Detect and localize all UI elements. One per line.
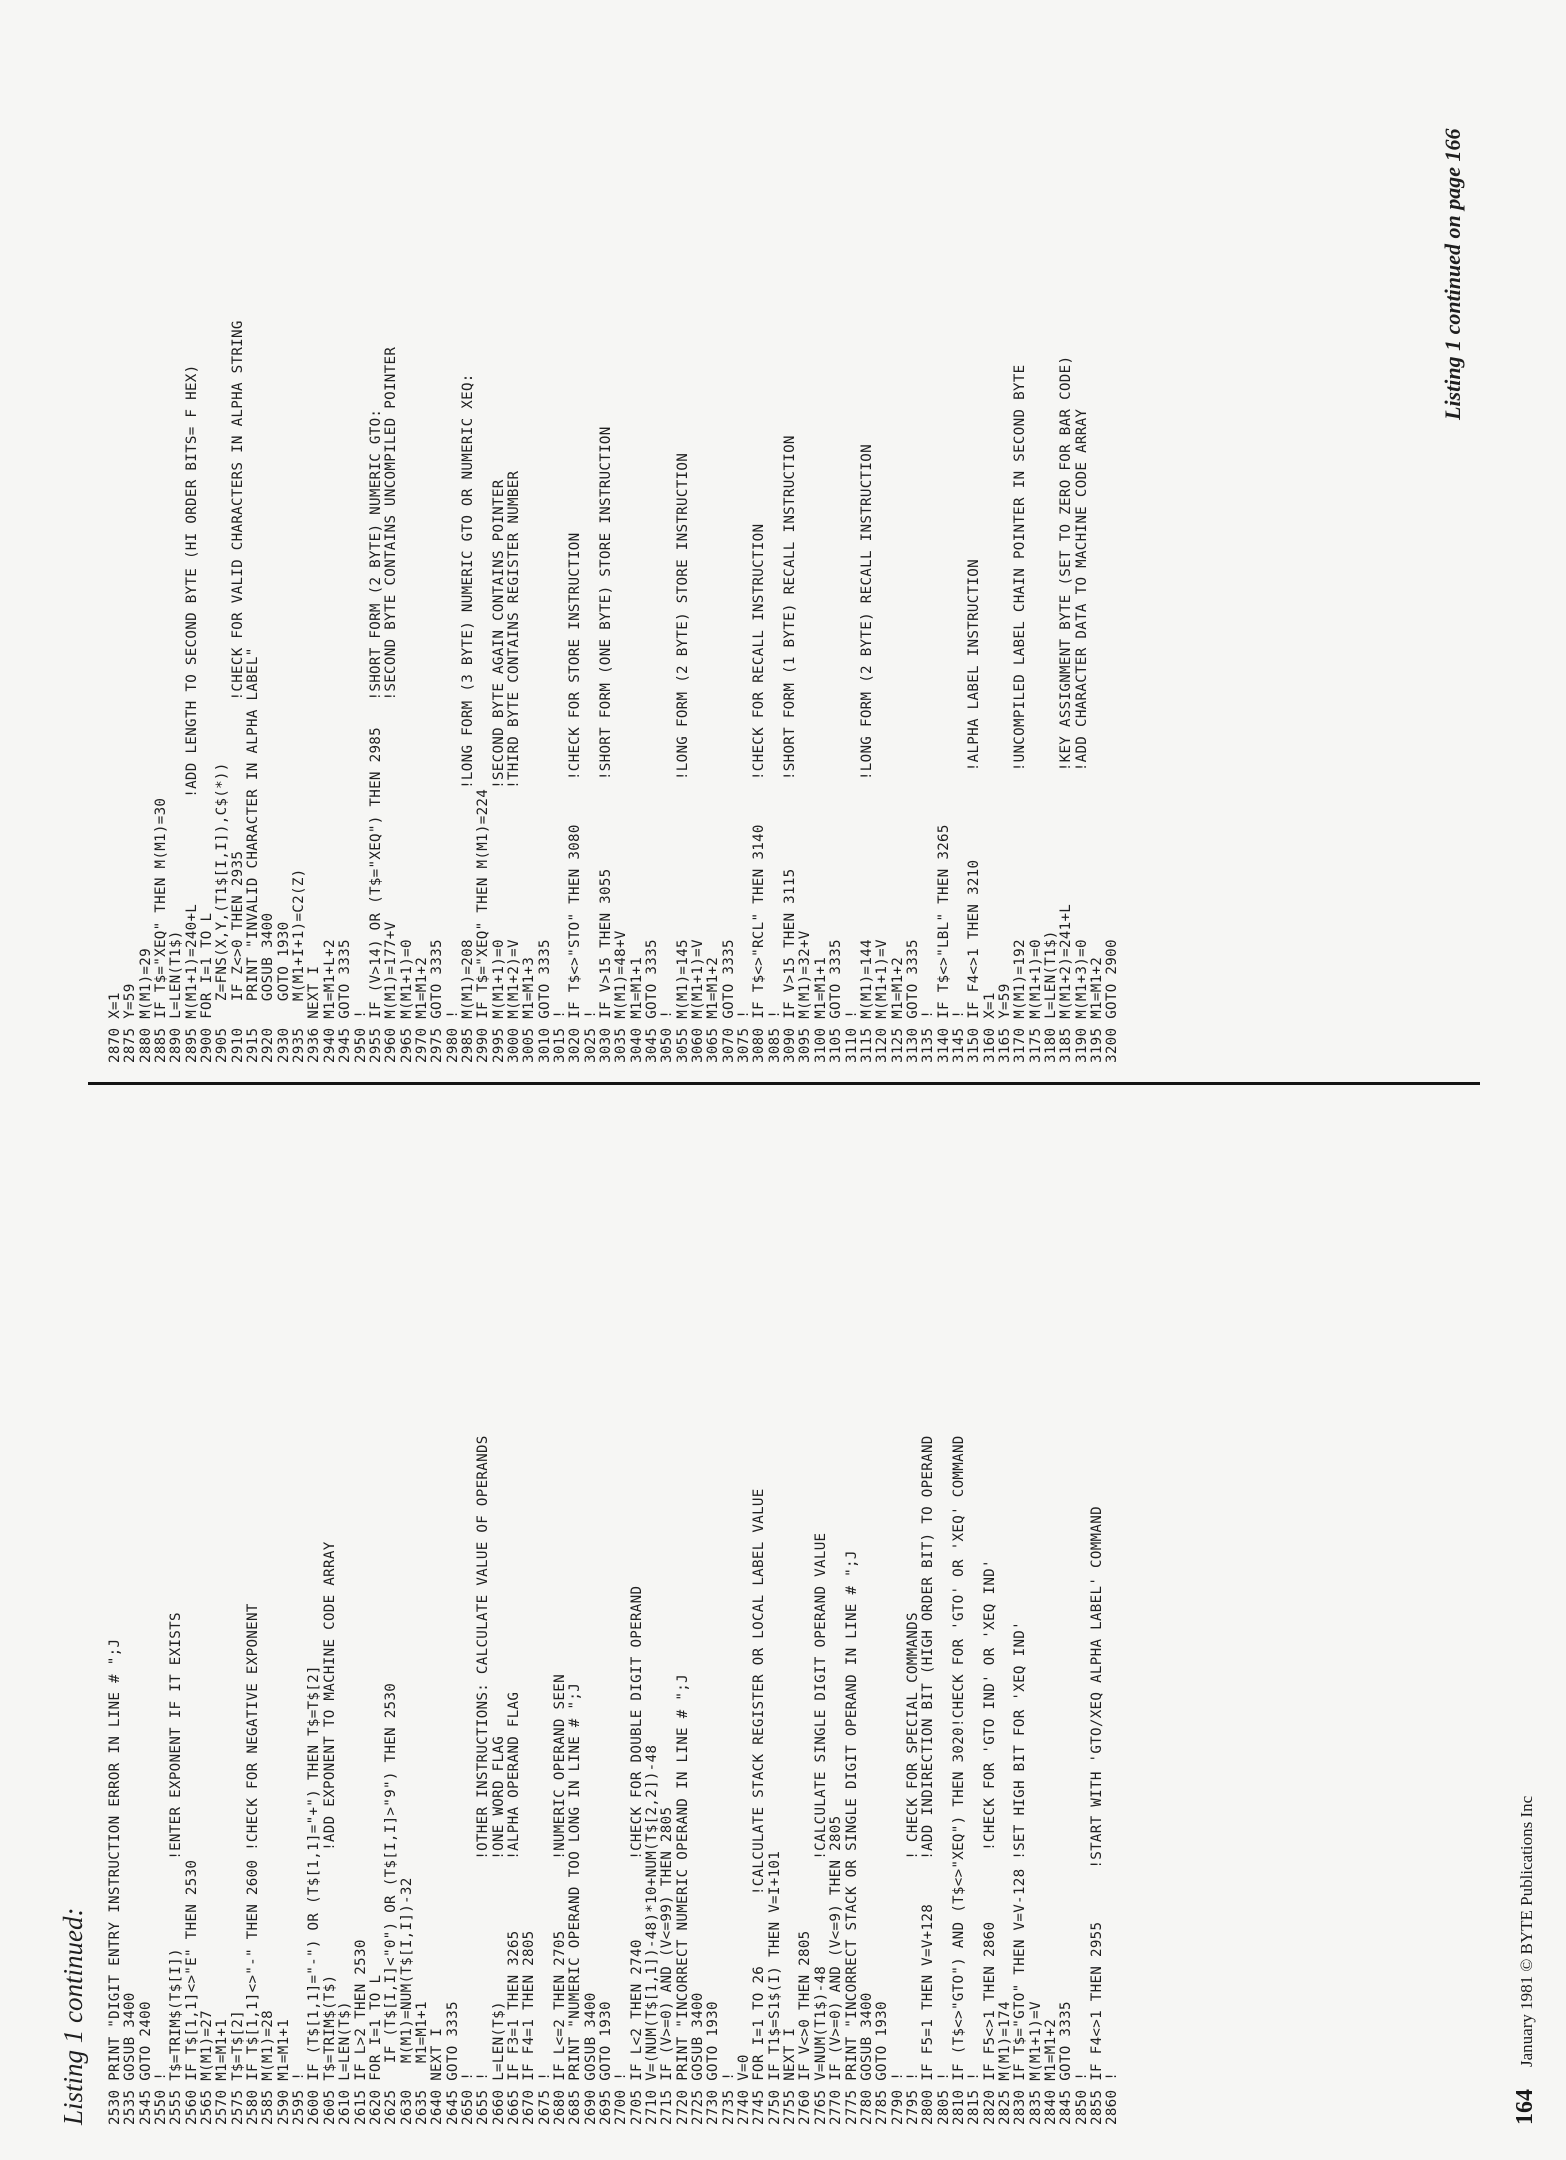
code-line: 3125 M1=M1+2 [889,956,906,1063]
code-line: 3190 M(M1+3)=0 !ADD CHARACTER DATA TO MACHINE CODE ARRAY [1073,408,1090,1063]
code-line: 2600 IF (T$[1,1]="-") OR (T$[1,1]="+") THEN T$=T$[2] [306,1665,323,2125]
code-line: 2815 ! [966,2071,983,2125]
code-line: 3010 GOTO 3335 [536,939,553,1063]
code-line: 2685 PRINT "NUMERIC OPERAND TOO LONG IN LINE # ";J [567,1682,584,2125]
code-line: 2640 NEXT I [429,2027,446,2125]
code-line: 2730 GOTO 1930 [705,2001,722,2125]
code-line: 2595 ! [291,2071,308,2125]
code-line: 3005 M1=M1+3 [521,956,538,1063]
code-line: 2590 M1=M1+1 [275,2018,292,2125]
code-line: 3115 M(M1)=144 !LONG FORM (2 BYTE) RECALL INSTRUCTION [858,444,875,1063]
code-line: 2720 PRINT "INCORRECT NUMERIC OPERAND IN LINE # ";J [674,1674,691,2125]
code-line: 2705 IF L<2 THEN 2740 !CHECK FOR DOUBLE DIGIT OPERAND [628,1585,645,2125]
code-line: 2985 M(M1)=208 !LONG FORM (3 BYTE) NUMERIC GTO OR NUMERIC XEQ: [459,373,476,1063]
code-line: 2575 T$=T$[2] [229,2010,246,2125]
code-line: 2785 GOTO 1930 [874,2001,891,2125]
code-line: 3105 GOTO 3335 [828,939,845,1063]
code-line: 2975 GOTO 3335 [429,939,446,1063]
code-line: 2860 ! [1104,2071,1121,2125]
code-line: 2840 M1=M1+2 [1042,2018,1059,2125]
code-line: 2960 M(M1)=177+V !SECOND BYTE CONTAINS UNCOMPILED POINTER [383,346,400,1063]
code-line: 2690 GOSUB 3400 [582,1992,599,2125]
code-line: 3150 IF F4<>1 THEN 3210 !ALPHA LABEL INSTRUCTION [966,559,983,1063]
code-line: 3110 ! [843,1009,860,1063]
code-line: 2920 GOSUB 3400 [260,912,277,1063]
code-line: 3050 ! [659,1009,676,1063]
code-line: 2810 IF (T$<>"GTO") AND (T$<>"XEQ") THEN 3020!CHECK FOR 'GTO' OR 'XEQ' COMMAND [950,1435,967,2125]
code-line: 2655 ! !OTHER INSTRUCTIONS: CALCULATE VALUE OF OPERANDS [475,1435,492,2125]
column-divider [88,1082,1480,1085]
code-line: 2820 IF F5<>1 THEN 2860 !CHECK FOR 'GTO IND' OR 'XEQ IND' [981,1559,998,2125]
code-line: 2870 X=1 [107,992,123,1063]
code-line: 2755 NEXT I [782,2027,799,2125]
code-line: 3020 IF T$<>"STO" THEN 3080 !CHECK FOR STORE INSTRUCTION [567,532,584,1063]
code-line: 3035 M(M1)=48+V [613,930,630,1063]
listing-left-column [108,1435,1121,2125]
code-line: 2950 ! [352,1009,369,1063]
code-line: 2875 Y=59 [122,983,139,1063]
code-line: 2710 V=(NUM(T$[1,1])-48)*10+NUM(T$[2,2])-48 [644,1744,661,2125]
code-line: 3160 X=1 [981,992,998,1063]
code-line: 2565 M(M1)=27 [199,2010,216,2125]
code-line: 2740 V=0 [736,2054,753,2125]
code-line: 2970 M1=M1+2 [413,956,430,1063]
code-line: 2905 Z=FNS(X,Y,(T1$[I,I]),C$(*)) [214,762,231,1063]
code-line: 2835 M(M1+1)=V [1027,2001,1044,2125]
code-line: 3095 M(M1)=32+V [797,930,814,1063]
code-line: 2530 PRINT "DIGIT ENTRY INSTRUCTION ERROR IN LINE # ";J [107,1638,123,2125]
code-line: 3025 ! [582,1009,599,1063]
code-line: 2795 ! ! CHECK FOR SPECIAL COMMANDS [904,1612,921,2125]
continued-note: Listing 1 continued on page 166 [1440,128,1465,420]
code-line: 2805 ! [935,2071,952,2125]
code-line: 2630 M(M1)=NUM(T$[I,I])-32 [398,1877,415,2125]
code-line: 2850 ! [1073,2071,1090,2125]
code-line: 2765 V=NUM(T1$)-48 !CALCULATE SINGLE DIGIT OPERAND VALUE [812,1532,829,2125]
code-line: 3055 M(M1)=145 !LONG FORM (2 BYTE) STORE INSTRUCTION [674,452,691,1063]
code-line: 2550 ! [153,2071,170,2125]
listing-right-column [108,320,1121,1063]
code-line: 2775 PRINT "INCORRECT STACK OR SINGLE DIGIT OPERAND IN LINE # ";J [843,1550,860,2125]
code-line: 2750 IF T1$=S1$(I) THEN V=I+101 [766,1850,783,2125]
code-line: 2660 L=LEN(T$) !ONE WORD FLAG [490,1735,507,2125]
code-line: 2830 IF T$="GTO" THEN V=V-128 !SET HIGH BIT FOR 'XEQ IND' [1012,1621,1029,2125]
code-line: 3090 IF V>15 THEN 3115 !SHORT FORM (1 BYTE) RECALL INSTRUCTION [782,435,799,1063]
code-line: 3075 ! [736,1009,753,1063]
code-line: 2760 IF V<>0 THEN 2805 [797,1930,814,2125]
code-line: 2855 IF F4<>1 THEN 2955 !START WITH 'GTO/XEQ ALPHA LABEL' COMMAND [1089,1506,1105,2125]
page-number: 164 [1512,2089,1538,2125]
code-line: 3100 M1=M1+1 [812,956,829,1063]
code-line: 2580 IF T$[1,1]<>"-" THEN 2600 !CHECK FOR NEGATIVE EXPONENT [245,1603,262,2125]
code-line: 2645 GOTO 3335 [444,2001,461,2125]
code-line: 2725 GOSUB 3400 [690,1992,707,2125]
code-line: 2845 GOTO 3335 [1058,2001,1075,2125]
code-line: 3015 ! [551,1009,568,1063]
code-line: 2990 IF T$="XEQ" THEN M(M1)=224 [475,788,492,1063]
code-line: 3030 IF V>15 THEN 3055 !SHORT FORM (ONE BYTE) STORE INSTRUCTION [598,426,614,1063]
code-line: 2700 ! [613,2071,630,2125]
code-line: 2780 GOSUB 3400 [858,1992,875,2125]
code-line: 2995 M(M1+1)=0 !SECOND BYTE AGAIN CONTAINS POINTER [490,479,507,1063]
code-line: 2625 IF (T$[I,I]<"0") OR (T$[I,I]>"9") THEN 2530 [383,1682,400,2125]
code-line: 2570 M1=M1+1 [214,2018,231,2125]
code-line: 2615 IF L>2 THEN 2530 [352,1939,369,2125]
code-line: 3185 M(M1+2)=241+L !KEY ASSIGNMENT BYTE (SET TO ZERO FOR BAR CODE) [1058,355,1075,1063]
listing-heading: Listing 1 continued: [58,1907,88,2125]
code-line: 2910 IF Z<>0 THEN 2935 !CHECK FOR VALID CHARACTERS IN ALPHA STRING [229,320,246,1063]
code-line: 3170 M(M1)=192 !UNCOMPILED LABEL CHAIN POINTER IN SECOND BYTE [1012,364,1029,1063]
page-footer [1512,1796,1539,2125]
code-line: 2965 M(M1+1)=0 [398,939,415,1063]
code-line: 2825 M(M1)=174 [996,2001,1013,2125]
code-line: 3065 M1=M1+2 [705,956,722,1063]
code-line: 2945 GOTO 3335 [337,939,354,1063]
code-line: 3140 IF T$<>"LBL" THEN 3265 [935,824,952,1063]
code-line: 3180 L=LEN(T1$) [1042,930,1059,1063]
code-line: 2915 PRINT "INVALID CHARACTER IN ALPHA LABEL" [245,647,262,1063]
code-line: 2735 ! [720,2071,737,2125]
code-line: 2890 L=LEN(T1$) [168,930,185,1063]
code-line: 2936 NEXT I [306,965,323,1063]
code-line: 2695 GOTO 1930 [598,2001,614,2125]
code-line: 2955 IF (V>14) OR (T$="XEQ") THEN 2985 !SHORT FORM (2 BYTE) NUMERIC GTO: [367,408,384,1063]
code-line: 2895 M(M1+1)=240+L !ADD LENGTH TO SECOND BYTE (HI ORDER BITS= F HEX) [183,364,200,1063]
code-line: 2670 IF F4=1 THEN 2805 [521,1930,538,2125]
code-line: 2680 IF L<=2 THEN 2705 !NUMERIC OPERAND SEEN [551,1674,568,2125]
code-line: 3200 GOTO 2900 [1104,939,1121,1063]
code-line: 3040 M1=M1+1 [628,956,645,1063]
code-line: 2675 ! [536,2071,553,2125]
code-line: 2535 GOSUB 3400 [122,1992,139,2125]
code-line: 2545 GOTO 2400 [137,2001,154,2125]
code-line: 3060 M(M1+1)=V [690,939,707,1063]
code-line: 2665 IF F3=1 THEN 3265 !ALPHA OPERAND FLAG [505,1691,522,2125]
code-line: 3070 GOTO 3335 [720,939,737,1063]
code-line: 2560 IF T$[1,1]<>"E" THEN 2530 [183,1859,200,2125]
code-line: 2790 ! [889,2071,906,2125]
code-line: 2555 T$=TRIM$(T$[I]) !ENTER EXPONENT IF IT EXISTS [168,1612,185,2125]
code-line: 2900 FOR I=1 TO L [199,912,216,1063]
code-line: 3165 Y=59 [996,983,1013,1063]
code-line: 3145 ! [950,1009,967,1063]
code-line: 2885 IF T$="XEQ" THEN M(M1)=30 [153,797,170,1063]
code-line: 2610 L=LEN(T$) [337,2001,354,2125]
code-line: 2620 FOR I=1 TO L [367,1974,384,2125]
code-line: 2770 IF (V>=0) AND (V<=9) THEN 2805 [828,1815,845,2125]
code-line: 3195 M1=M1+2 [1089,956,1105,1063]
code-line: 2605 T$=TRIM$(T$) !ADD EXPONENT TO MACHINE CODE ARRAY [321,1541,338,2125]
code-line: 2940 M1=M1+L+2 [321,939,338,1063]
code-line: 3000 M(M1+2)=V !THIRD BYTE CONTAINS REGISTER NUMBER [505,470,522,1063]
code-line: 2880 M(M1)=29 [137,948,154,1063]
code-line: 3085 ! [766,1009,783,1063]
publication-credit: January 1981 © BYTE Publications Inc [1517,1795,1536,2067]
code-line: 3120 M(M1+1)=V [874,939,891,1063]
code-line: 3135 ! [920,1009,937,1063]
code-line: 3080 IF T$<>"RCL" THEN 3140 !CHECK FOR RECALL INSTRUCTION [751,523,768,1063]
code-line: 3130 GOTO 3335 [904,939,921,1063]
code-line: 3045 GOTO 3335 [644,939,661,1063]
code-line: 2800 IF F5=1 THEN V=V+128 !ADD INDIRECTION BIT (HIGH ORDER BIT) TO OPERAND [920,1435,937,2125]
code-line: 2745 FOR I=1 TO 26 !CALCULATE STACK REGISTER OR LOCAL LABEL VALUE [751,1488,768,2125]
code-line: 2650 ! [459,2071,476,2125]
code-line: 2980 ! [444,1009,461,1063]
code-line: 2935 M(M1+I+1)=C2(Z) [291,868,308,1063]
code-line: 2635 M1=M1+1 [413,2001,430,2125]
code-line: 2930 GOTO 1930 [275,921,292,1063]
code-line: 2715 IF (V>=0) AND (V<=99) THEN 2805 [659,1806,676,2125]
code-line: 3175 M(M1+1)=0 [1027,939,1044,1063]
code-line: 2585 M(M1)=28 [260,2010,277,2125]
